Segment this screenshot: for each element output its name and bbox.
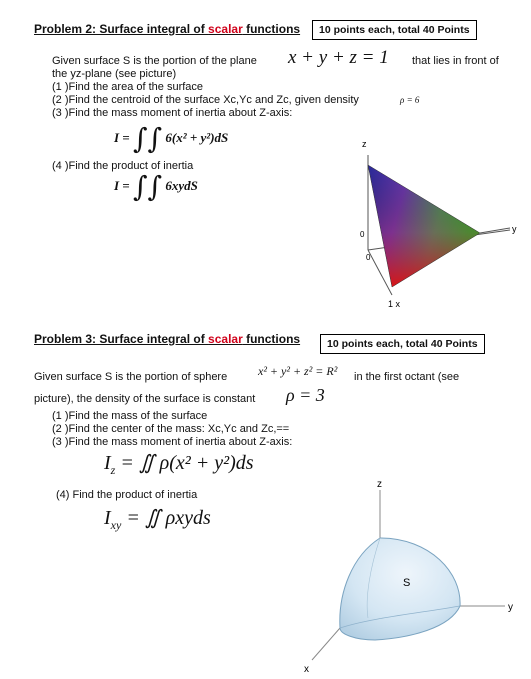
problem2-density: ρ = 6: [400, 95, 420, 105]
problem2-item-1: (1 )Find the area of the surface: [52, 81, 204, 93]
problem3-title-red: scalar: [208, 332, 243, 346]
problem2-points-box: 10 points each, total 40 Points: [312, 20, 477, 40]
problem3-item-1: (1 )Find the mass of the surface: [52, 410, 208, 422]
problem3-sphere-figure: [290, 478, 525, 676]
problem2-axis-x-label: 1 x: [388, 299, 401, 309]
problem2-product-lhs: I =: [114, 178, 130, 193]
problem2-inertia-lhs: I =: [114, 130, 130, 145]
problem3-title-suffix: functions: [242, 332, 301, 346]
problem2-plane-eq: x + y + z = 1: [288, 47, 389, 68]
problem3-intro-after: in the first octant (see: [354, 371, 460, 383]
problem2-inertia-body: 6(x² + y²)dS: [165, 130, 229, 145]
problem3-axis-z-label: z: [377, 479, 382, 490]
problem2-axis-z-label: z: [362, 139, 367, 149]
problem2-product-body: 6xydS: [165, 178, 198, 193]
problem3-sphere-eq: x² + y² + z² = R²: [258, 364, 338, 378]
problem2-origin-label: 0: [366, 253, 371, 262]
problem3-axis-y-label: y: [508, 602, 513, 613]
problem2-title: [34, 22, 300, 36]
problem3-density: ρ = 3: [286, 385, 325, 405]
problem2-triangle-figure: [330, 135, 520, 310]
problem2-title-suffix: functions: [242, 22, 301, 36]
problem3-title: [34, 332, 300, 346]
problem2-intro-before: Given surface S is the portion of the plane: [52, 55, 257, 67]
problem2-item-2: (2 )Find the centroid of the surface Xc,Yc and Zc, given density: [52, 94, 359, 106]
problem2-intro-line2: the yz-plane (see picture): [52, 68, 177, 80]
problem2-z-tick-label: 0: [360, 230, 365, 239]
problem3-product-sub: xy: [110, 518, 122, 532]
problem2-inertia-equation: I = ∫∫ 6(x² + y²)dS: [114, 122, 229, 155]
problem3-inertia-lhs: I: [104, 452, 111, 474]
problem2-intro-after: that lies in front of: [412, 55, 499, 67]
problem3-axis-x-label: x: [304, 664, 309, 675]
problem3-item-2: (2 )Find the center of the mass: Xc,Yc and Zc,==: [52, 423, 290, 435]
problem2-item-3: (3 )Find the mass moment of inertia about Z-axis:: [52, 107, 293, 119]
problem3-inertia-equation: [104, 450, 254, 478]
problem3-product-rest: = ∬ ρxyds: [121, 507, 211, 529]
problem3-inertia-rest: = ∬ ρ(x² + y²)ds: [115, 452, 254, 474]
problem3-surface-s-label: S: [403, 577, 411, 589]
problem3-title-prefix: Problem 3: Surface integral of: [34, 332, 209, 346]
problem3-item-4: (4) Find the product of inertia: [56, 489, 198, 501]
problem3-product-equation: [104, 505, 211, 533]
problem3-intro-line2: picture), the density of the surface is constant: [34, 393, 256, 405]
problem3-points-box: 10 points each, total 40 Points: [320, 334, 485, 354]
problem2-item-4: (4 )Find the product of inertia: [52, 160, 194, 172]
problem3-item-3: (3 )Find the mass moment of inertia about Z-axis:: [52, 436, 293, 448]
problem2-product-equation: I = ∫∫ 6xydS: [114, 170, 198, 203]
problem2-axis-y-label: y: [512, 224, 517, 234]
problem3-product-lhs: I: [104, 507, 111, 529]
problem3-inertia-sub: z: [110, 463, 116, 477]
problem3-intro-before: Given surface S is the portion of sphere: [34, 371, 228, 383]
problem2-title-prefix: Problem 2: Surface integral of: [34, 22, 209, 36]
problem2-title-red: scalar: [208, 22, 243, 36]
